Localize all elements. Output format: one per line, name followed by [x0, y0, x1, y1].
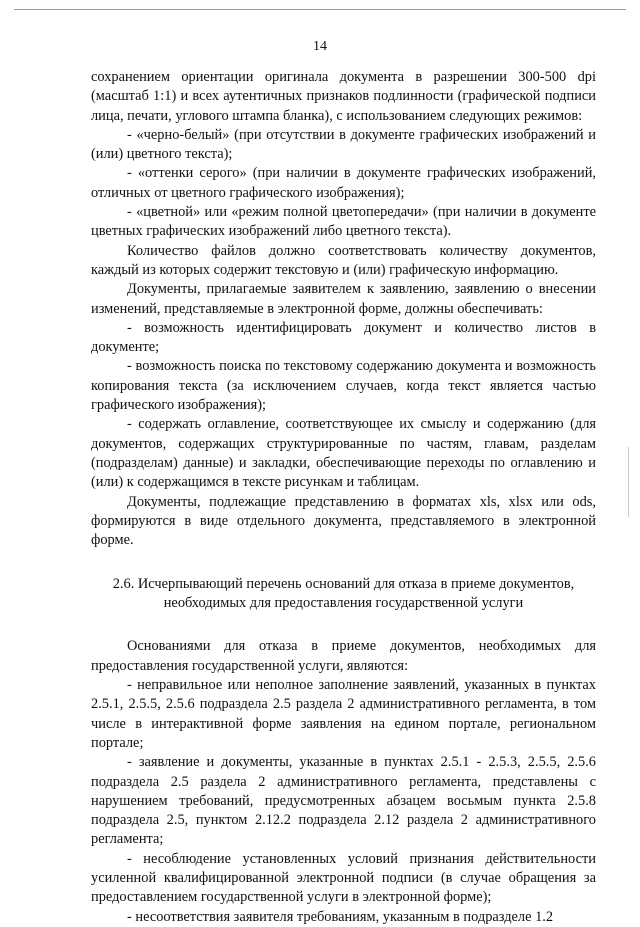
document-body — [91, 68, 596, 927]
scan-edge-mark — [628, 447, 629, 517]
list-item: - содержать оглавление, соответствующее их смыслу и содержанию (для документов, содержащих структурированные по частям, главам, разделам (подразделам) данные) и закладки, обеспечивающие переходы по оглавлению и (или) к содержащимся в тексте рисункам и таблицам. — [91, 416, 596, 491]
top-border-line — [14, 9, 626, 10]
list-item: - возможность поиска по текстовому содержанию документа и возможность копирования текста (за исключением случаев, когда текст является частью графического изображения); — [91, 358, 596, 414]
list-item: - несоблюдение установленных условий признания действительности усиленной квалифицированной электронной подписи (в случае обращения за предоставлением государственной услуги в электронной форме); — [91, 850, 596, 906]
list-item: - «цветной» или «режим полной цветопередачи» (при наличии в документе цветных графических изображений либо цветного текста). — [91, 204, 596, 240]
page-number: 14 — [313, 39, 327, 54]
paragraph: Документы, прилагаемые заявителем к заявлению, заявлению о внесении изменений, представляемые в электронной форме, должны обеспечивать: — [91, 281, 596, 317]
list-item: - «оттенки серого» (при наличии в документе графических изображений, отличных от цветного графического изображения); — [91, 165, 596, 201]
paragraph: Основаниями для отказа в приеме документов, необходимых для предоставления государственной услуги, являются: — [91, 638, 596, 674]
paragraph: сохранением ориентации оригинала документа в разрешении 300-500 dpi (масштаб 1:1) и всех аутентичных признаков подлинности (графической подписи лица, печати, углового штампа бланка), с использованием следующих режимов: — [91, 69, 596, 124]
list-item: - заявление и документы, указанные в пунктах 2.5.1 - 2.5.3, 2.5.5, 2.5.6 подраздела 2.5 раздела 2 административного регламента, представлены с нарушением требований, предусмотренных абзацем восьмым пункта 2.5.8 подраздела 2.5, пунктом 2.12.2 подраздела 2.12 раздела 2 административного регламента; — [91, 754, 596, 848]
list-item: - «черно-белый» (при отсутствии в документе графических изображений и (или) цветного текста); — [91, 126, 596, 163]
paragraph: Документы, подлежащие представлению в форматах xls, xlsx или ods, формируются в виде отдельного документа, представляемого в электронной форме. — [91, 493, 596, 549]
list-item: - неправильное или неполное заполнение заявлений, указанных в пунктах 2.5.1, 2.5.5, 2.5.6 подраздела 2.5 раздела 2 административного регламента, в том числе в интерактивной форме заявления на едином портале, региональном портале; — [91, 677, 596, 751]
section-title-line1: 2.6. Исчерпывающий перечень оснований для отказа в приеме документов, — [112, 576, 575, 593]
paragraph: Количество файлов должно соответствовать количеству документов, каждый из которых содержит текстовую и (или) графическую информацию. — [91, 242, 596, 278]
section-title — [91, 575, 596, 613]
section-title-line2: необходимых для предоставления государственной услуги — [163, 595, 524, 612]
list-item: - возможность идентифицировать документ и количество листов в документе; — [91, 319, 596, 356]
list-item: - несоответствия заявителя требованиям, указанным в подразделе 1.2 — [127, 908, 554, 925]
